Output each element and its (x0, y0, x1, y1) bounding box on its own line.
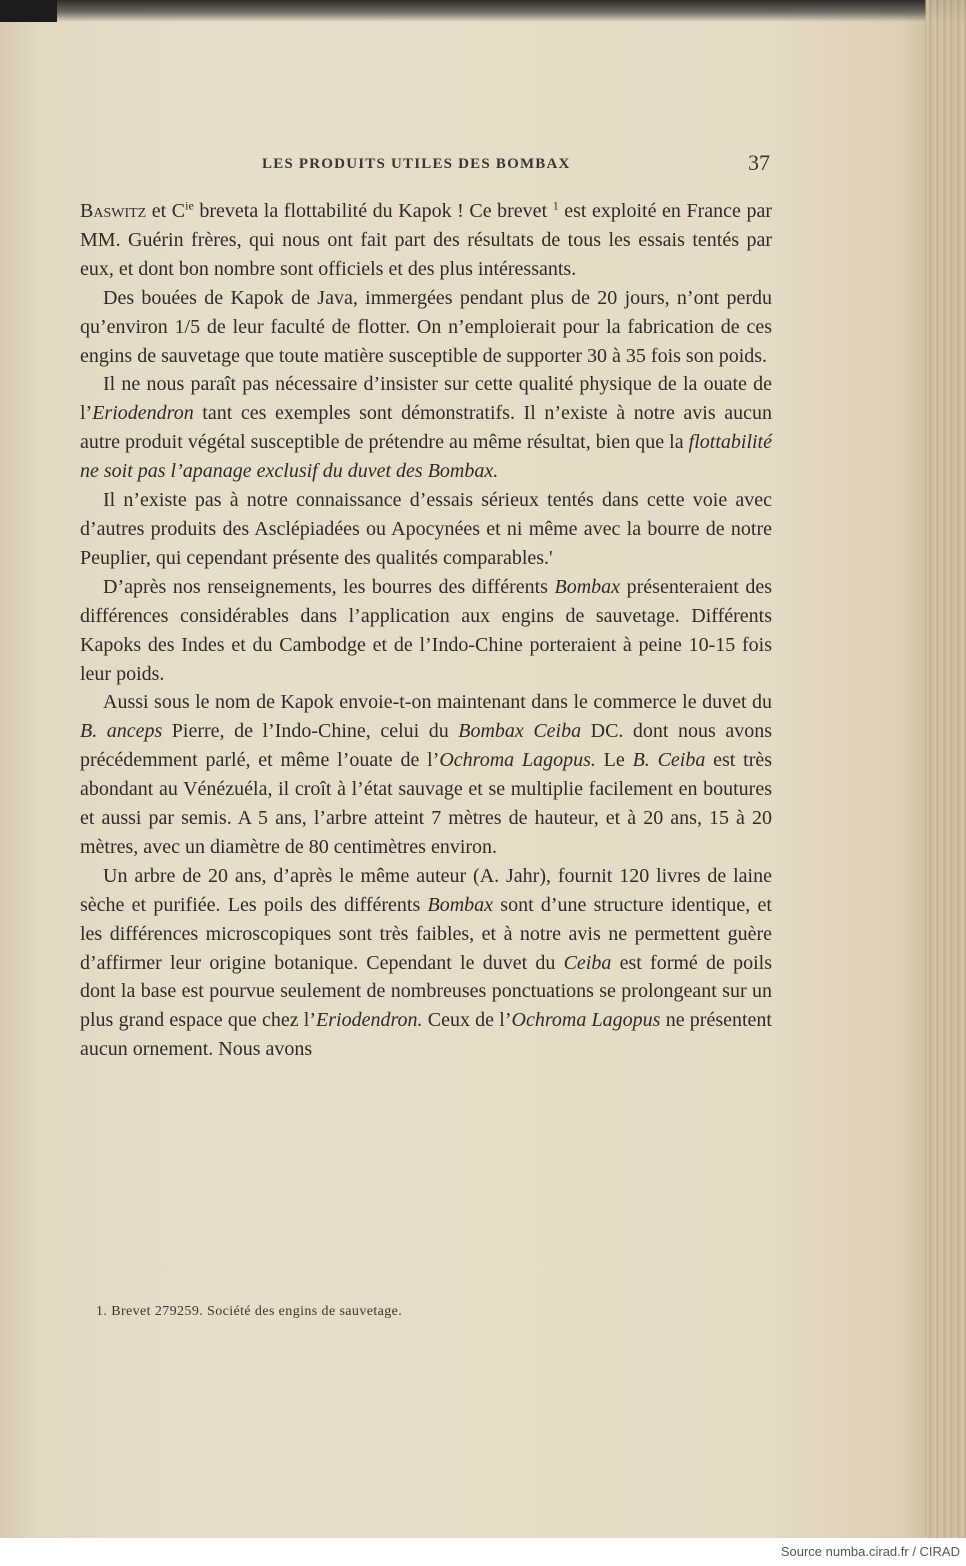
text-run: tant ces exemples sont démonstratifs. Il n’existe à notre avis aucun autre produit végétal susceptible de prétendre au même résultat, bien que la (80, 402, 772, 454)
scan-top-shadow (0, 0, 966, 22)
scan-corner-dark (0, 0, 57, 22)
italic-term: Bombax Ceiba (458, 720, 582, 743)
italic-term: Eriodendron (92, 402, 194, 425)
text-run: Pierre, de l’Indo-Chine, celui du (162, 720, 459, 743)
text-run: sont d’une structure identique, et les différences microscopiques sont très faibles, et à notre avis ne permettent guère d’affirmer leur origine botanique. Cependant le duvet du (80, 893, 772, 974)
superscript: ie (185, 198, 194, 213)
text-run: Il ne nous paraît pas nécessaire d’insister sur cette qualité physique de la ouate de l’ (80, 373, 772, 425)
text-run: présenteraient des différences considérables dans l’application aux engins de sauvetage. Différents Kapoks des Indes et du Cambodge et de l’Indo-Chine porteraient à peine 10-15 fois leur poids. (80, 575, 772, 685)
text-run: breveta la flottabilité du Kapok ! Ce brevet (193, 200, 553, 222)
text-run: Ceux de l’ (422, 1009, 512, 1032)
italic-term: B. Ceiba (632, 749, 706, 772)
paragraph-1 (80, 197, 772, 284)
paragraph-5 (80, 573, 772, 689)
italic-term: flottabilité ne soit pas l’apanage exclusif du duvet des Bombax. (80, 431, 772, 483)
text-run: Aussi sous le nom de Kapok envoie-t-on maintenant dans le commerce le duvet du (103, 691, 772, 714)
italic-term: B. anceps (80, 720, 163, 743)
italic-term: Ceiba (563, 951, 612, 974)
text-run: est exploité en France par MM. Guérin frères, qui nous ont fait part des résultats de tous les essais tentés par eux, et dont bon nombre sont officiels et des plus intéressants. (80, 200, 772, 280)
paragraph-4: Il n’existe pas à notre connaissance d’essais sérieux tentés dans cette voie avec d’autres produits des Asclépiadées ou Apocynées et ni même avec la bourre de notre Peuplier, qui cependant présente des qualités comparables.' (80, 489, 772, 569)
italic-term: Ochroma Lagopus (511, 1009, 661, 1032)
author-name: Baswitz (80, 200, 147, 222)
text-run: est très abondant au Vénézuéla, il croît à l’état sauvage et se multiplie facilement en boutures et aussi par semis. A 5 ans, l’arbre atteint 7 mètres de hauteur, et à 20 ans, 15 à 20 mètres, avec un diamètre de 80 centimètres environ. (80, 749, 773, 858)
page-number: 37 (748, 150, 770, 175)
italic-term: Bombax (554, 575, 621, 598)
text-run: ne présentent aucun ornement. Nous avons (80, 1009, 772, 1061)
body-text (80, 197, 772, 1064)
book-edge (926, 0, 966, 1538)
running-head: LES PRODUITS UTILES DES BOMBAX (262, 156, 571, 172)
text-run: et C (146, 200, 186, 222)
italic-term: Eriodendron. (316, 1009, 423, 1032)
italic-term: Ochroma Lagopus. (439, 749, 596, 772)
text-run: D’après nos renseignements, les bourres des différents (103, 575, 555, 598)
paragraph-2: Des bouées de Kapok de Java, immergées pendant plus de 20 jours, n’ont perdu qu’environ 1/5 de leur faculté de flotter. On n’emploierait pour la fabrication de ces engins de sauvetage que toute matière susceptible de supporter 30 à 35 fois son poids. (80, 286, 772, 367)
text-run: Un arbre de 20 ans, d’après le même auteur (A. Jahr), fournit 120 livres de laine sèche et purifiée. Les poils des différents (80, 864, 772, 916)
paragraph-6 (80, 688, 772, 861)
italic-term: Bombax (427, 893, 494, 916)
footnote: 1. Brevet 279259. Société des engins de sauvetage. (96, 1304, 403, 1319)
paragraph-7 (80, 862, 772, 1064)
text-run: est formé de poils dont la base est pourvue seulement de nombreuses ponctuations se prolongeant sur un plus grand espace que chez l’ (80, 951, 773, 1032)
footnote-marker: 1 (552, 198, 559, 213)
text-run: DC. dont nous avons précédemment parlé, et même l’ouate de l’ (80, 720, 772, 772)
text-run: Le (595, 749, 633, 772)
source-credit: Source numba.cirad.fr / CIRAD (780, 1544, 960, 1559)
paragraph-3 (80, 370, 772, 486)
